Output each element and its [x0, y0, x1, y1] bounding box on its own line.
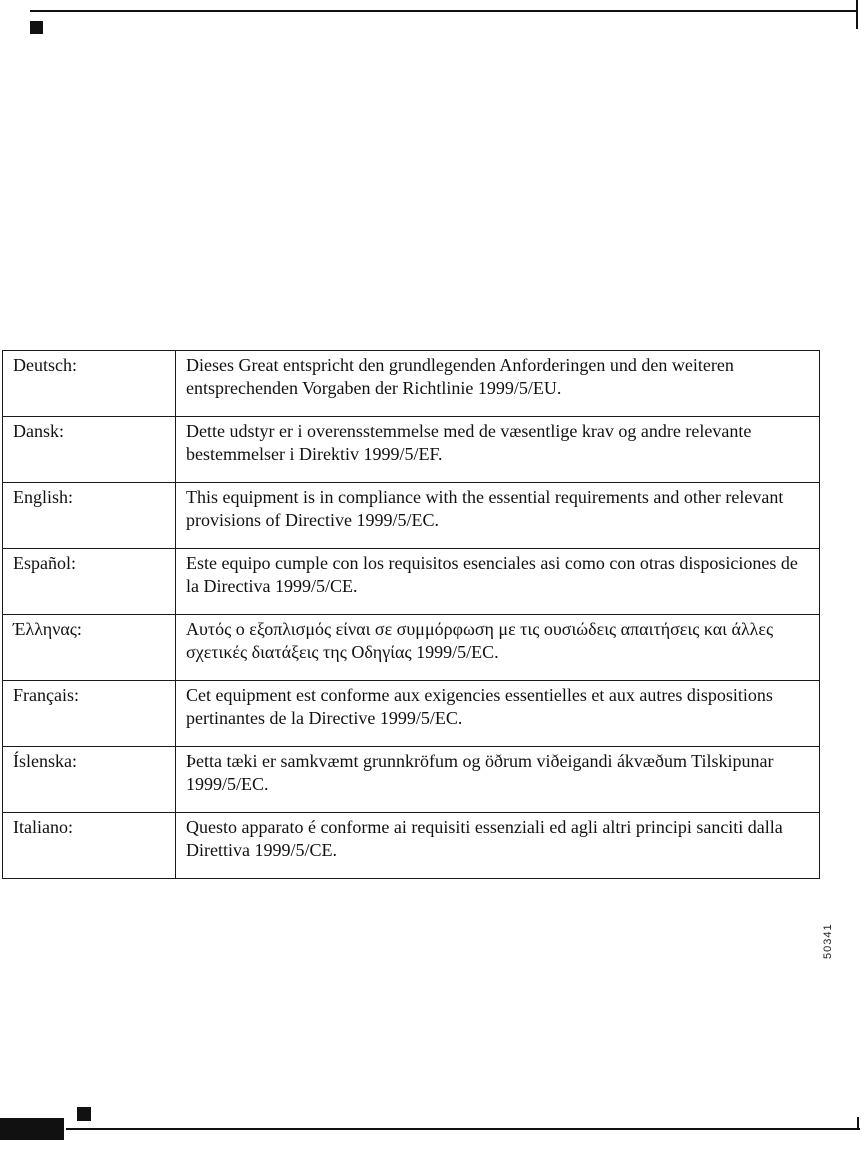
statement-text: Dieses Great entspricht den grundlegenden Anforderingen und den weiteren entsprechenden Vorgaben der Richtlinie 1999/5/EU.	[176, 351, 820, 417]
statement-text: Este equipo cumple con los requisitos esenciales asi como con otras disposiciones de la Directiva 1999/5/CE.	[176, 549, 820, 615]
compliance-table	[2, 350, 820, 879]
table-row	[3, 483, 820, 549]
figure-number: 50341	[822, 923, 834, 959]
table-row	[3, 681, 820, 747]
statement-text: Αυτός ο εξοπλισμός είναι σε συμμόρφωση με τις ουσιώδεις απαιτήσεις και άλλες σχετικές διατάξεις της Οδηγίας 1999/5/EC.	[176, 615, 820, 681]
statement-text: Cet equipment est conforme aux exigencies essentielles et aux autres dispositions pertinantes de la Directive 1999/5/EC.	[176, 681, 820, 747]
language-label: Dansk:	[3, 417, 176, 483]
footer-rule	[66, 1128, 860, 1130]
footer-section-marker	[77, 1107, 91, 1121]
table-row	[3, 417, 820, 483]
header-rule	[30, 10, 858, 12]
statement-text: This equipment is in compliance with the essential requirements and other relevant provisions of Directive 1999/5/EC.	[176, 483, 820, 549]
table-row	[3, 615, 820, 681]
page-number-tab	[0, 1118, 64, 1140]
footer-corner-tick	[857, 1117, 859, 1130]
language-label: Español:	[3, 549, 176, 615]
header-corner-tick	[856, 0, 858, 29]
statement-text: Þetta tæki er samkvæmt grunnkröfum og öðrum viðeigandi ákvæðum Tilskipunar 1999/5/EC.	[176, 747, 820, 813]
statement-text: Questo apparato é conforme ai requisiti essenziali ed agli altri principi sanciti dalla Direttiva 1999/5/CE.	[176, 813, 820, 879]
language-label: English:	[3, 483, 176, 549]
table-row	[3, 549, 820, 615]
table-row	[3, 747, 820, 813]
header-section-marker	[30, 21, 43, 34]
table-row	[3, 813, 820, 879]
table-row	[3, 351, 820, 417]
language-label: Français:	[3, 681, 176, 747]
language-label: Έλληνας:	[3, 615, 176, 681]
language-label: Italiano:	[3, 813, 176, 879]
statement-text: Dette udstyr er i overensstemmelse med de væsentlige krav og andre relevante bestemmelser i Direktiv 1999/5/EF.	[176, 417, 820, 483]
language-label: Íslenska:	[3, 747, 176, 813]
language-label: Deutsch:	[3, 351, 176, 417]
